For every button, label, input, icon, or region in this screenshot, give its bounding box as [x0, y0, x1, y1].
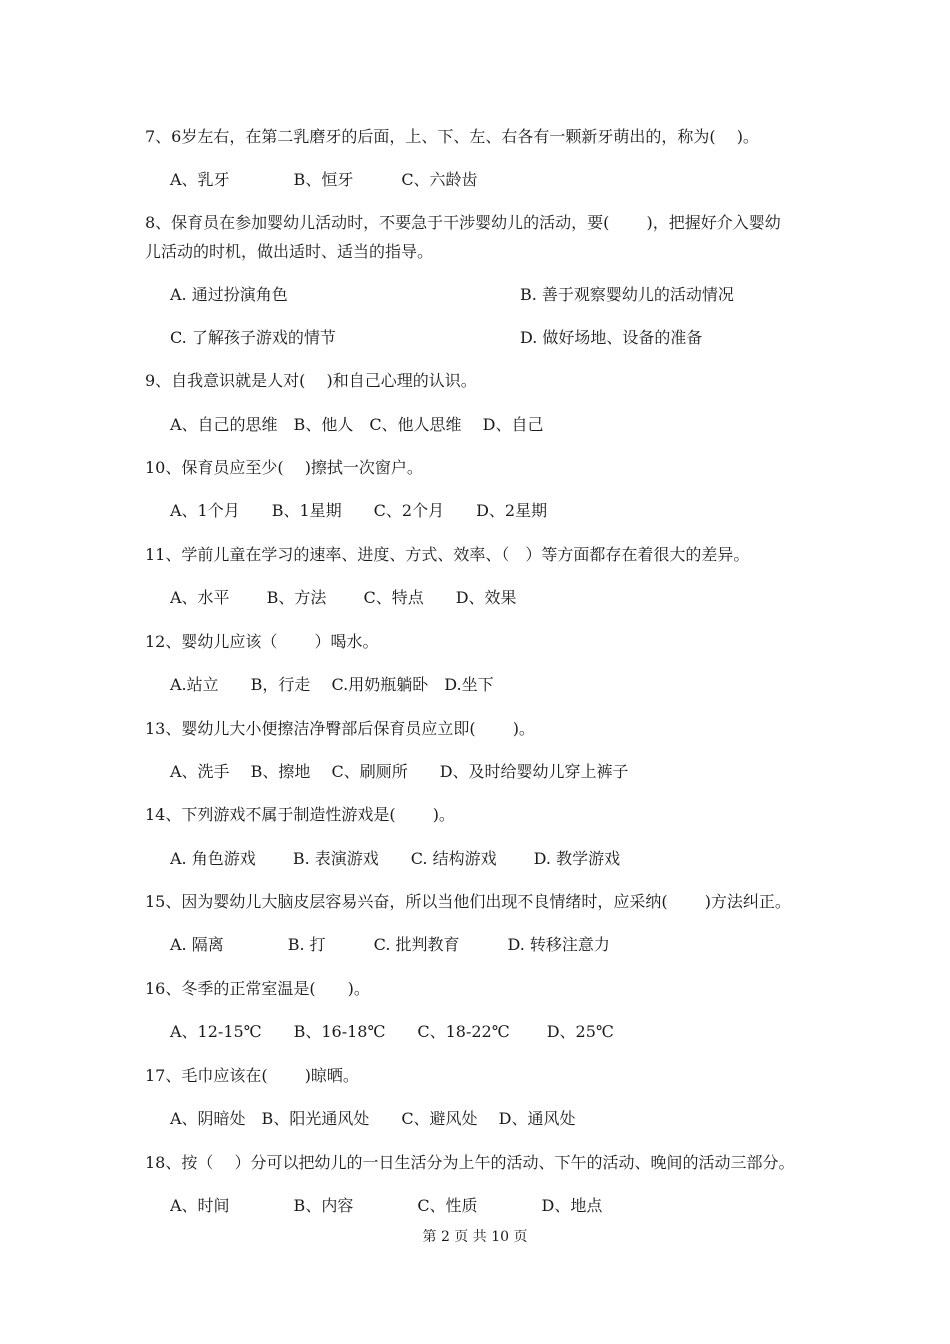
- question-16: 16、冬季的正常室温是( )。: [145, 979, 370, 998]
- question-15-options: A. 隔离 B. 打 C. 批判教育 D. 转移注意力: [170, 935, 610, 954]
- question-18-options: A、时间 B、内容 C、性质 D、地点: [170, 1196, 603, 1215]
- question-13: 13、婴幼儿大小便擦洁净臀部后保育员应立即( )。: [145, 719, 535, 738]
- question-8-option-d: D. 做好场地、设备的准备: [520, 328, 703, 347]
- question-8-option-b: B. 善于观察婴幼儿的活动情况: [520, 285, 734, 304]
- question-13-options: A、洗手 B、擦地 C、刷厕所 D、及时给婴幼儿穿上裤子: [170, 762, 629, 781]
- page-number-footer: 第 2 页 共 10 页: [422, 1229, 528, 1245]
- question-8-option-a: A. 通过扮演角色: [170, 285, 288, 304]
- question-12-options: A.站立 B，行走 C.用奶瓶躺卧 D.坐下: [170, 675, 494, 694]
- question-10: 10、保育员应至少( )擦拭一次窗户。: [145, 458, 423, 477]
- question-9: 9、自我意识就是人对( )和自己心理的认识。: [145, 371, 477, 390]
- question-15: 15、因为婴幼儿大脑皮层容易兴奋，所以当他们出现不良情绪时，应采纳( )方法纠正。: [145, 892, 791, 911]
- question-16-options: A、12-15℃ B、16-18℃ C、18-22℃ D、25℃: [170, 1022, 614, 1041]
- question-9-options: A、自己的思维 B、他人 C、他人思维 D、自己: [170, 415, 544, 434]
- question-11: 11、学前儿童在学习的速率、进度、方式、效率、（ ）等方面都存在着很大的差异。: [145, 545, 750, 564]
- question-7-options: A、乳牙 B、恒牙 C、六龄齿: [170, 170, 478, 189]
- question-18: 18、按（ ）分可以把幼儿的一日生活分为上午的活动、下午的活动、晚间的活动三部分。: [145, 1153, 795, 1172]
- question-17-options: A、阴暗处 B、阳光通风处 C、避风处 D、通风处: [170, 1109, 576, 1128]
- question-17: 17、毛巾应该在( )晾晒。: [145, 1066, 359, 1085]
- question-8-line-2: 儿活动的时机，做出适时、适当的指导。: [145, 242, 434, 261]
- question-8-line-1: 8、保育员在参加婴幼儿活动时，不要急于干涉婴幼儿的活动，要( )，把握好介入婴幼: [145, 213, 781, 232]
- question-7: 7、6岁左右，在第二乳磨牙的后面，上、下、左、右各有一颗新牙萌出的，称为( )。: [145, 127, 759, 146]
- question-12: 12、婴幼儿应该（ ）喝水。: [145, 632, 379, 651]
- question-14: 14、下列游戏不属于制造性游戏是( )。: [145, 805, 455, 824]
- question-8-option-c: C. 了解孩子游戏的情节: [170, 328, 336, 347]
- question-11-options: A、水平 B、方法 C、特点 D、效果: [170, 588, 517, 607]
- question-10-options: A、1个月 B、1星期 C、2个月 D、2星期: [170, 501, 548, 520]
- question-14-options: A. 角色游戏 B. 表演游戏 C. 结构游戏 D. 教学游戏: [170, 849, 621, 868]
